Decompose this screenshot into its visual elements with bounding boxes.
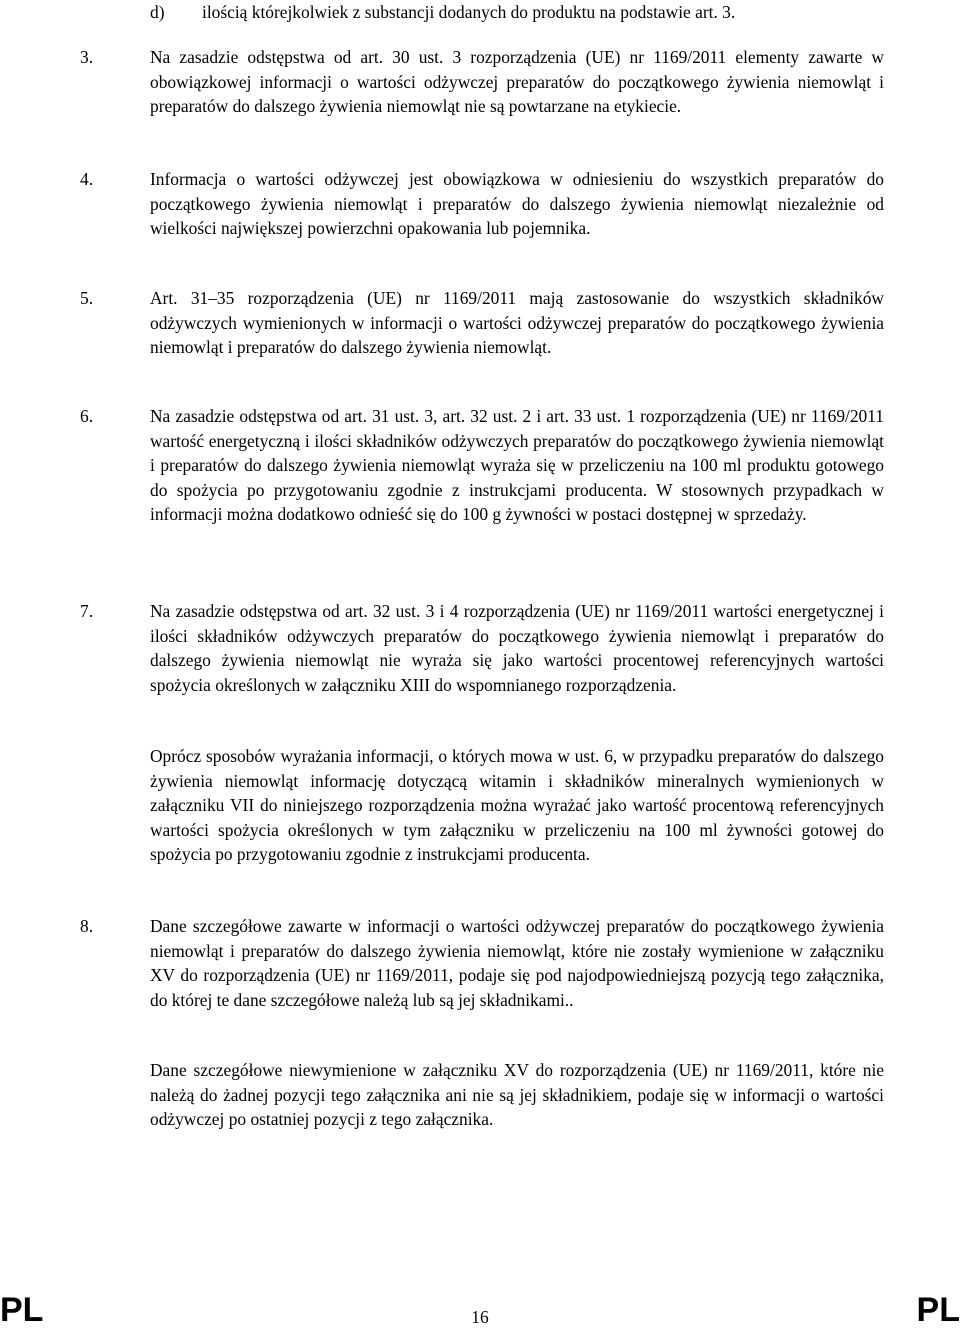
footer-language-code-right: PL [916, 1291, 960, 1329]
paragraph-number: 7. [80, 601, 94, 621]
paragraph-text: Dane szczegółowe zawarte w informacji o wartości odżywczej preparatów do początkowego żywienia niemowląt i preparatów do dalszego żywienia niemowląt, które nie zostały wymienione w załączniku XV do rozporządzenia (UE) nr 1169/2011, podaje się pod najodpowiedniejszą pozycją tego załącznika, do której te dane szczegółowe należą lub są jej składnikami.. [150, 916, 884, 1010]
page-number: 16 [471, 1307, 489, 1327]
paragraph-number: 3. [80, 47, 94, 67]
paragraph-text: Informacja o wartości odżywczej jest obowiązkowa w odniesieniu do wszystkich preparatów do początkowego żywienia niemowląt i preparatów do dalszego żywienia niemowląt niezależnie od wielkości największej powierzchni opakowania lub pojemnika. [150, 169, 884, 239]
paragraph-text: Na zasadzie odstępstwa od art. 32 ust. 3 i 4 rozporządzenia (UE) nr 1169/2011 wartości energetycznej i ilości składników odżywczych preparatów do początkowego żywienia niemowląt i preparatów do dalszego żywienia niemowląt nie wyraża się jako wartości procentowej referencyjnych wartości spożycia określonych w załączniku XIII do wspomnianego rozporządzenia. [150, 601, 884, 695]
paragraph-number: 4. [80, 169, 94, 189]
paragraph-8-continuation: Dane szczegółowe niewymienione w załączniku XV do rozporządzenia (UE) nr 1169/2011, które nie należą do żadnej pozycji tego załącznika ani nie są jej składnikiem, podaje się w informacji o wartości odżywczej po ostatniej pozycji z tego załącznika. [150, 1060, 884, 1130]
list-item-number: d) [150, 2, 165, 22]
paragraph-5 [80, 286, 884, 360]
footer-language-code-left: PL [0, 1291, 44, 1329]
paragraph-7-continuation: Oprócz sposobów wyrażania informacji, o których mowa w ust. 6, w przypadku preparatów do dalszego żywienia niemowląt informację dotyczącą witamin i składników mineralnych wymienionych w załączniku VII do niniejszego rozporządzenia można wyrażać jako wartość procentową referencyjnych wartości spożycia określonych w tym załączniku w przeliczeniu na 100 ml żywności gotowej do spożycia po przygotowaniu zgodnie z instrukcjami producenta. [150, 746, 884, 865]
paragraph-text: Na zasadzie odstępstwa od art. 30 ust. 3 rozporządzenia (UE) nr 1169/2011 elementy zawarte w obowiązkowej informacji o wartości odżywczej preparatów do początkowego żywienia niemowląt i preparatów do dalszego żywienia niemowląt nie są powtarzane na etykiecie. [150, 47, 884, 117]
paragraph-6 [80, 404, 884, 527]
paragraph-3 [80, 45, 884, 119]
paragraph-4 [80, 167, 884, 241]
list-item-text: ilością którejkolwiek z substancji dodanych do produktu na podstawie art. 3. [202, 2, 736, 22]
paragraph-8 [80, 914, 884, 1012]
paragraph-text: Na zasadzie odstępstwa od art. 31 ust. 3, art. 32 ust. 2 i art. 33 ust. 1 rozporządzenia (UE) nr 1169/2011 wartość energetyczną i ilości składników odżywczych preparatów do początkowego żywienia niemowląt i preparatów do dalszego żywienia niemowląt wyraża się w przeliczeniu na 100 ml produktu gotowego do spożycia po przygotowaniu zgodnie z instrukcjami producenta. W stosownych przypadkach w informacji można dodatkowo odnieść się do 100 g żywności w postaci dostępnej w sprzedaży. [150, 406, 884, 525]
paragraph-7 [80, 599, 884, 697]
paragraph-number: 8. [80, 916, 94, 936]
paragraph-text: Art. 31–35 rozporządzenia (UE) nr 1169/2011 mają zastosowanie do wszystkich składników odżywczych wymienionych w informacji o wartości odżywczej preparatów do początkowego żywienia niemowląt i preparatów do dalszego żywienia niemowląt. [150, 288, 884, 358]
list-item-d [150, 0, 735, 25]
paragraph-number: 6. [80, 406, 94, 426]
paragraph-number: 5. [80, 288, 94, 308]
